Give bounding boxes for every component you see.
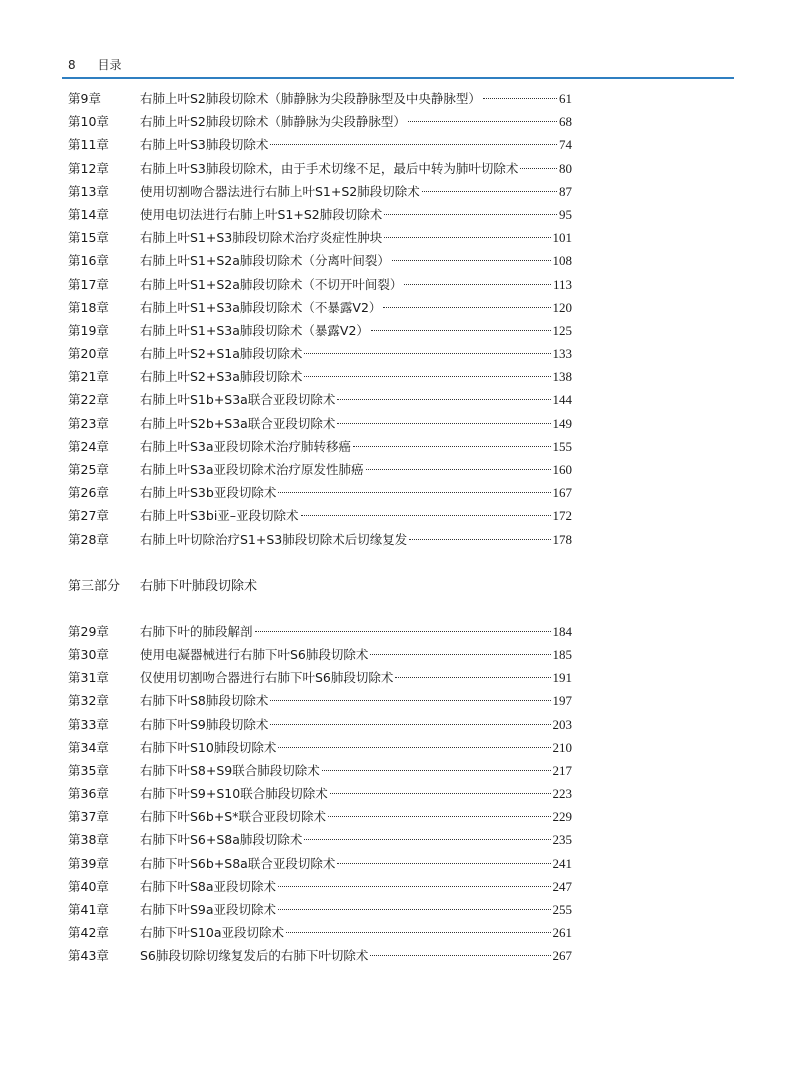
- toc-entry[interactable]: [68, 875, 572, 898]
- toc-entry[interactable]: [68, 689, 572, 712]
- toc-chapter-title: 右肺下叶的肺段解剖: [140, 623, 253, 639]
- toc-chapter-number: 第37章: [68, 809, 109, 825]
- toc-chapter-title: 右肺下叶S9肺段切除术: [140, 716, 269, 732]
- toc-leader-dots: [337, 399, 550, 400]
- toc-chapter-title: 右肺上叶S3bi亚–亚段切除术: [140, 508, 299, 524]
- toc-chapter-number: 第34章: [68, 739, 109, 755]
- toc-page-number: 87: [559, 183, 572, 199]
- toc-leader-dots: [286, 932, 550, 933]
- toc-chapter-title: 右肺上叶S2肺段切除术（肺静脉为尖段静脉型及中央静脉型）: [140, 91, 481, 106]
- toc-page-number: 184: [552, 623, 572, 639]
- toc-entry[interactable]: [68, 736, 572, 759]
- toc-chapter-title: 右肺下叶S9a亚段切除术: [140, 902, 277, 917]
- toc-chapter-title: 右肺上叶S1b+S3a联合亚段切除术: [140, 392, 336, 408]
- toc-page-number: 267: [552, 948, 572, 964]
- toc-entry[interactable]: [68, 87, 572, 110]
- toc-page-number: 138: [552, 369, 572, 385]
- toc-page-number: 101: [552, 230, 572, 246]
- toc-entry[interactable]: [68, 782, 572, 805]
- toc-leader-dots: [278, 747, 550, 748]
- toc-chapter-title: 右肺下叶S6b+S*联合亚段切除术: [140, 809, 326, 825]
- toc-chapter-number: 第30章: [68, 646, 109, 662]
- toc-leader-dots: [337, 423, 550, 424]
- toc-page-number: 203: [552, 716, 572, 732]
- toc-chapter-title: 右肺下叶S9+S10联合肺段切除术: [140, 786, 328, 802]
- toc-chapter-number: 第33章: [68, 716, 109, 732]
- toc-leader-dots: [337, 863, 550, 864]
- toc-chapter-title: 使用电凝器械进行右肺下叶S6肺段切除术: [140, 646, 369, 662]
- toc-chapter-number: 第35章: [68, 762, 109, 778]
- toc-chapter-number: 第9章: [68, 91, 101, 106]
- toc-entry[interactable]: [68, 504, 572, 527]
- toc-chapter-number: 第16章: [68, 253, 109, 269]
- toc-chapter-title: 右肺上叶S1+S3肺段切除术治疗炎症性肿块: [140, 230, 383, 246]
- toc-chapter-title: 右肺上叶S1+S3a肺段切除术（暴露V2）: [140, 322, 369, 338]
- toc-page-number: 125: [552, 322, 572, 338]
- toc-page-number: 210: [552, 739, 572, 755]
- toc-page-number: 185: [552, 646, 572, 662]
- toc-chapter-number: 第19章: [68, 322, 109, 338]
- toc-entry[interactable]: [68, 528, 572, 551]
- toc-chapter-number: 第26章: [68, 485, 109, 501]
- toc-leader-dots: [370, 955, 550, 956]
- toc-entry[interactable]: [68, 921, 572, 944]
- toc-page-number: 247: [552, 878, 572, 894]
- toc-chapter-number: 第38章: [68, 832, 109, 848]
- toc-page-number: 149: [552, 415, 572, 431]
- toc-entry[interactable]: [68, 481, 572, 504]
- toc-leader-dots: [322, 770, 551, 771]
- toc-chapter-number: 第15章: [68, 230, 109, 246]
- header-rule: [62, 77, 734, 79]
- toc-chapter-number: 第41章: [68, 902, 109, 917]
- running-header: [68, 58, 121, 72]
- toc-entry[interactable]: [68, 412, 572, 435]
- toc-chapter-title: 右肺上叶S3a亚段切除术治疗原发性肺癌: [140, 462, 364, 477]
- toc-leader-dots: [520, 168, 557, 169]
- toc-chapter-title: 仅使用切割吻合器进行右肺下叶S6肺段切除术: [140, 670, 394, 686]
- toc-page-number: 229: [552, 809, 572, 825]
- toc-chapter-number: 第24章: [68, 438, 109, 454]
- part-title: 右肺下叶肺段切除术: [140, 578, 258, 594]
- toc-chapter-title: 右肺上叶S1+S2a肺段切除术（分离叶间裂）: [140, 253, 390, 269]
- toc-entry[interactable]: [68, 666, 572, 689]
- toc-chapter-title: 右肺上叶S3肺段切除术: [140, 137, 269, 153]
- toc-chapter-number: 第28章: [68, 531, 109, 547]
- toc-leader-dots: [392, 260, 551, 261]
- toc-chapter-title: 右肺下叶S8a亚段切除术: [140, 878, 277, 894]
- toc-leader-dots: [278, 909, 550, 910]
- toc-page-number: 197: [552, 693, 572, 709]
- toc-leader-dots: [483, 98, 557, 99]
- toc-page-number: 80: [559, 160, 572, 176]
- toc-leader-dots: [383, 307, 550, 308]
- toc-page-number: 120: [552, 299, 572, 315]
- toc-entry[interactable]: [68, 157, 572, 180]
- toc-chapter-number: 第20章: [68, 346, 109, 362]
- toc-page-number: 133: [552, 346, 572, 362]
- toc-chapter-title: 右肺上叶S1+S3a肺段切除术（不暴露V2）: [140, 299, 382, 315]
- toc-chapter-title: 右肺下叶S10肺段切除术: [140, 739, 277, 755]
- toc-leader-dots: [404, 284, 551, 285]
- toc-chapter-number: 第43章: [68, 948, 109, 964]
- toc-chapter-title: S6肺段切除切缘复发后的右肺下叶切除术: [140, 948, 369, 964]
- toc-chapter-title: 右肺下叶S8肺段切除术: [140, 693, 269, 709]
- toc-chapter-title: 右肺上叶S3b亚段切除术: [140, 485, 277, 501]
- toc-entry[interactable]: [68, 458, 572, 481]
- toc-entry[interactable]: [68, 342, 572, 365]
- toc-entry[interactable]: [68, 180, 572, 203]
- toc-page-number: 144: [552, 392, 572, 408]
- toc-page-number: 108: [552, 253, 572, 269]
- toc-chapter-number: 第11章: [68, 137, 109, 153]
- table-of-contents: [68, 87, 572, 968]
- toc-chapter-number: 第22章: [68, 392, 109, 408]
- toc-page-number: 113: [552, 276, 572, 292]
- toc-page-number: 61: [559, 91, 572, 106]
- toc-entry[interactable]: [68, 296, 572, 319]
- toc-chapter-number: 第25章: [68, 462, 109, 477]
- toc-leader-dots: [270, 724, 550, 725]
- toc-entry[interactable]: [68, 759, 572, 782]
- toc-leader-dots: [301, 515, 551, 516]
- toc-leader-dots: [422, 191, 557, 192]
- toc-entry[interactable]: [68, 110, 572, 133]
- toc-entry[interactable]: [68, 273, 572, 296]
- toc-chapter-title: 右肺上叶S2肺段切除术（肺静脉为尖段静脉型）: [140, 114, 406, 130]
- toc-chapter-title: 使用电切法进行右肺上叶S1+S2肺段切除术: [140, 206, 383, 222]
- toc-chapter-number: 第32章: [68, 693, 109, 709]
- toc-page-number: 241: [552, 855, 572, 871]
- toc-leader-dots: [370, 654, 550, 655]
- toc-entry[interactable]: [68, 620, 572, 643]
- part-heading: [68, 575, 572, 598]
- toc-entry[interactable]: [68, 852, 572, 875]
- toc-leader-dots: [304, 353, 550, 354]
- toc-entry[interactable]: [68, 805, 572, 828]
- toc-leader-dots: [278, 886, 550, 887]
- part-label: 第三部分: [68, 578, 121, 594]
- toc-page-number: 191: [552, 670, 572, 686]
- toc-page-number: 155: [552, 438, 572, 454]
- toc-leader-dots: [270, 144, 557, 145]
- toc-entry[interactable]: [68, 203, 572, 226]
- toc-leader-dots: [353, 446, 550, 447]
- toc-leader-dots: [304, 376, 550, 377]
- toc-chapter-title: 右肺上叶S2+S1a肺段切除术: [140, 346, 303, 362]
- toc-page-number: 74: [559, 137, 572, 153]
- toc-chapter-number: 第39章: [68, 855, 109, 871]
- toc-entry[interactable]: [68, 944, 572, 967]
- toc-leader-dots: [409, 539, 550, 540]
- header-page-number: 8: [68, 58, 76, 72]
- toc-page-number: 217: [552, 762, 572, 778]
- toc-page-number: 223: [552, 786, 572, 802]
- toc-chapter-title: 右肺下叶S8+S9联合肺段切除术: [140, 762, 320, 778]
- toc-entry[interactable]: [68, 435, 572, 458]
- toc-chapter-number: 第36章: [68, 786, 109, 802]
- toc-chapter-title: 右肺上叶切除治疗S1+S3肺段切除术后切缘复发: [140, 531, 408, 547]
- header-section-title: 目录: [97, 58, 122, 72]
- toc-chapter-number: 第27章: [68, 508, 109, 524]
- toc-chapter-title: 右肺上叶S1+S2a肺段切除术（不切开叶间裂）: [140, 276, 403, 292]
- toc-chapter-number: 第21章: [68, 369, 109, 385]
- toc-leader-dots: [371, 330, 551, 331]
- toc-entry[interactable]: [68, 388, 572, 411]
- toc-list-part3: [68, 620, 572, 968]
- toc-chapter-number: 第40章: [68, 878, 109, 894]
- toc-page-number: 167: [552, 485, 572, 501]
- toc-leader-dots: [304, 839, 550, 840]
- toc-chapter-title: 右肺下叶S6b+S8a联合亚段切除术: [140, 855, 336, 871]
- toc-chapter-title: 使用切割吻合器法进行右肺上叶S1+S2肺段切除术: [140, 183, 420, 199]
- toc-entry[interactable]: [68, 643, 572, 666]
- toc-entry[interactable]: [68, 365, 572, 388]
- toc-chapter-title: 右肺上叶S3a亚段切除术治疗肺转移癌: [140, 438, 352, 454]
- toc-chapter-number: 第14章: [68, 206, 109, 222]
- toc-leader-dots: [255, 631, 551, 632]
- toc-page-number: 255: [552, 902, 572, 917]
- toc-page-number: 172: [552, 508, 572, 524]
- toc-entry[interactable]: [68, 713, 572, 736]
- toc-page-number: 235: [552, 832, 572, 848]
- toc-leader-dots: [366, 469, 551, 470]
- toc-leader-dots: [408, 121, 557, 122]
- toc-page-number: 95: [559, 206, 572, 222]
- toc-chapter-number: 第12章: [68, 160, 109, 176]
- toc-chapter-number: 第10章: [68, 114, 109, 130]
- toc-chapter-number: 第42章: [68, 925, 109, 941]
- toc-entry[interactable]: [68, 319, 572, 342]
- toc-list-part2: [68, 87, 572, 551]
- toc-chapter-title: 右肺下叶S10a亚段切除术: [140, 925, 285, 941]
- toc-entry[interactable]: [68, 226, 572, 249]
- toc-entry[interactable]: [68, 249, 572, 272]
- toc-leader-dots: [328, 816, 551, 817]
- toc-entry[interactable]: [68, 898, 572, 921]
- toc-chapter-title: 右肺下叶S6+S8a肺段切除术: [140, 832, 303, 848]
- toc-chapter-number: 第18章: [68, 299, 109, 315]
- toc-entry[interactable]: [68, 828, 572, 851]
- toc-leader-dots: [395, 677, 550, 678]
- toc-leader-dots: [384, 237, 550, 238]
- toc-chapter-number: 第17章: [68, 276, 109, 292]
- toc-chapter-title: 右肺上叶S3肺段切除术，由于手术切缘不足，最后中转为肺叶切除术: [140, 160, 519, 176]
- toc-chapter-number: 第13章: [68, 183, 109, 199]
- toc-leader-dots: [330, 793, 551, 794]
- toc-leader-dots: [384, 214, 557, 215]
- toc-page-number: 68: [559, 114, 572, 130]
- toc-chapter-title: 右肺上叶S2b+S3a联合亚段切除术: [140, 415, 336, 431]
- toc-entry[interactable]: [68, 133, 572, 156]
- toc-leader-dots: [270, 700, 550, 701]
- toc-leader-dots: [278, 492, 550, 493]
- toc-chapter-number: 第31章: [68, 670, 109, 686]
- toc-page-number: 261: [552, 925, 572, 941]
- toc-chapter-number: 第29章: [68, 623, 109, 639]
- toc-chapter-number: 第23章: [68, 415, 109, 431]
- toc-page-number: 178: [552, 531, 572, 547]
- toc-page-number: 160: [552, 462, 572, 477]
- toc-chapter-title: 右肺上叶S2+S3a肺段切除术: [140, 369, 303, 385]
